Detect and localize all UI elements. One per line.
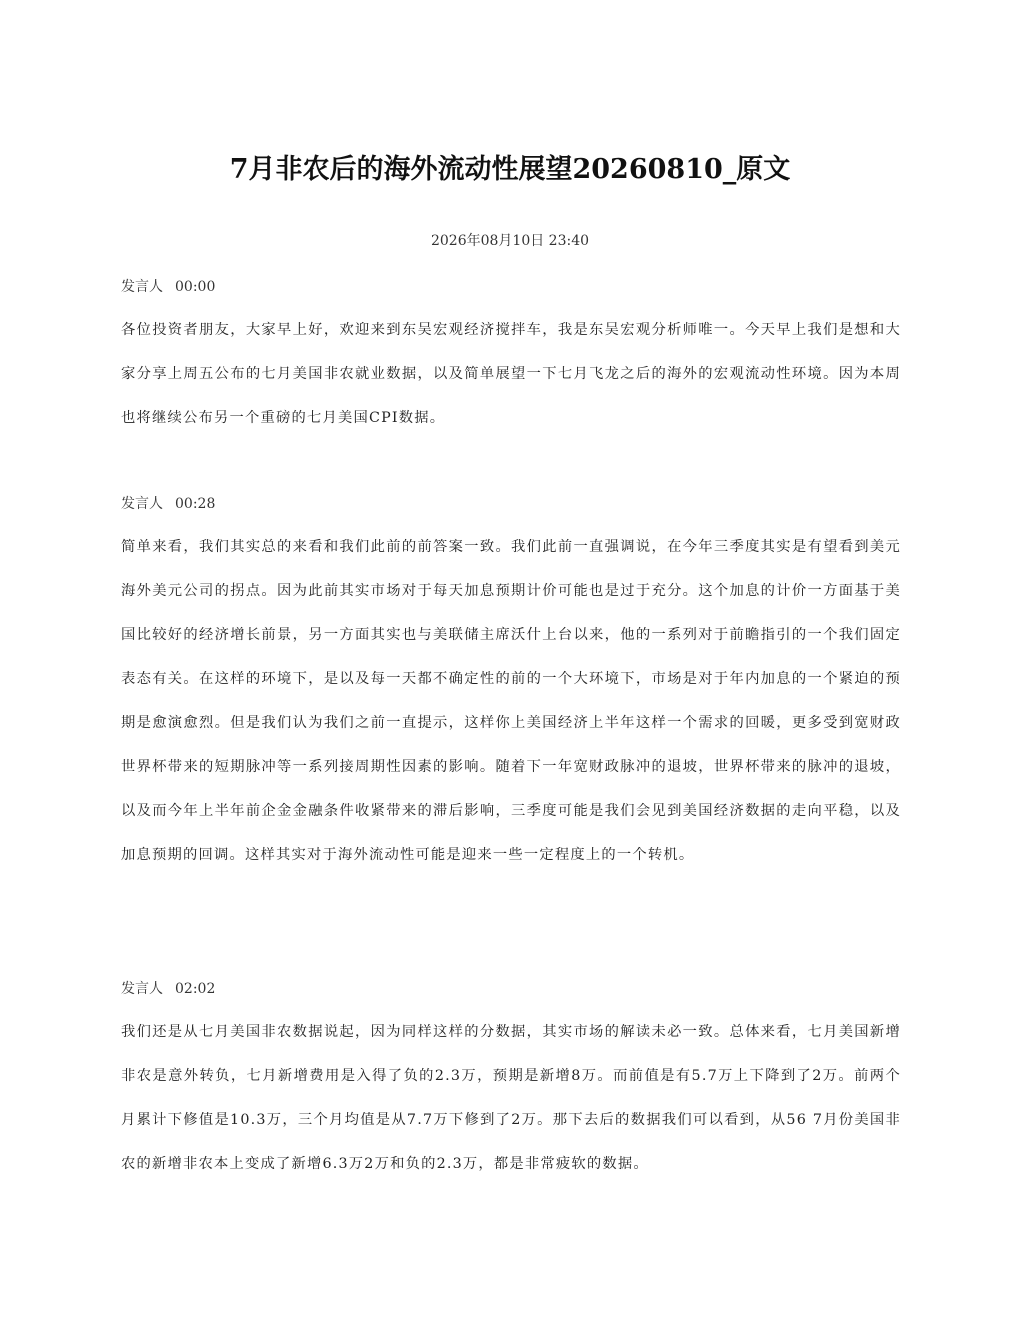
speaker-timestamp: 00:28 — [175, 496, 216, 512]
speaker-header — [121, 276, 215, 298]
speaker-label: 发言人 — [121, 496, 163, 512]
transcript-paragraph: 我们还是从七月美国非农数据说起，因为同样这样的分数据，其实市场的解读未必一致。总体来看，七月美国新增非农是意外转负，七月新增费用是入得了负的2.3万，预期是新增8万。而前值是有5.7万上下降到了2万。前两个月累计下修值是10.3万，三个月均值是从7.7万下修到了2万。那下去后的数据我们可以看到，从56 7月份美国非农的新增非农本上变成了新增6.3万2万和负的2.3万，都是非常疲软的数据。 — [121, 1024, 901, 1172]
transcript-paragraph: 各位投资者朋友，大家早上好，欢迎来到东吴宏观经济搅拌车，我是东吴宏观分析师唯一。今天早上我们是想和大家分享上周五公布的七月美国非农就业数据，以及简单展望一下七月飞龙之后的海外的宏观流动性环境。因为本周也将继续公布另一个重磅的七月美国CPI数据。 — [121, 322, 901, 426]
document-title: 7月非农后的海外流动性展望20260810_原文 — [229, 154, 791, 185]
speaker-label: 发言人 — [121, 279, 163, 295]
speaker-timestamp: 00:00 — [175, 279, 216, 295]
speaker-header — [121, 493, 215, 515]
speaker-timestamp: 02:02 — [175, 981, 216, 997]
document-date: 2026年08月10日 23:40 — [430, 233, 590, 249]
speaker-label: 发言人 — [121, 981, 163, 997]
speaker-header — [121, 978, 215, 1000]
transcript-paragraph: 简单来看，我们其实总的来看和我们此前的前答案一致。我们此前一直强调说，在今年三季度其实是有望看到美元海外美元公司的拐点。因为此前其实市场对于每天加息预期计价可能也是过于充分。这个加息的计价一方面基于美国比较好的经济增长前景，另一方面其实也与美联储主席沃什上台以来，他的一系列对于前瞻指引的一个我们固定表态有关。在这样的环境下，是以及每一天都不确定性的前的一个大环境下，市场是对于年内加息的一个紧迫的预期是愈演愈烈。但是我们认为我们之前一直提示，这样你上美国经济上半年这样一个需求的回暖，更多受到宽财政世界杯带来的短期脉冲等一系列接周期性因素的影响。随着下一年宽财政脉冲的退坡，世界杯带来的脉冲的退坡，以及而今年上半年前企金金融条件收紧带来的滞后影响，三季度可能是我们会见到美国经济数据的走向平稳，以及加息预期的回调。这样其实对于海外流动性可能是迎来一些一定程度上的一个转机。 — [121, 539, 901, 863]
